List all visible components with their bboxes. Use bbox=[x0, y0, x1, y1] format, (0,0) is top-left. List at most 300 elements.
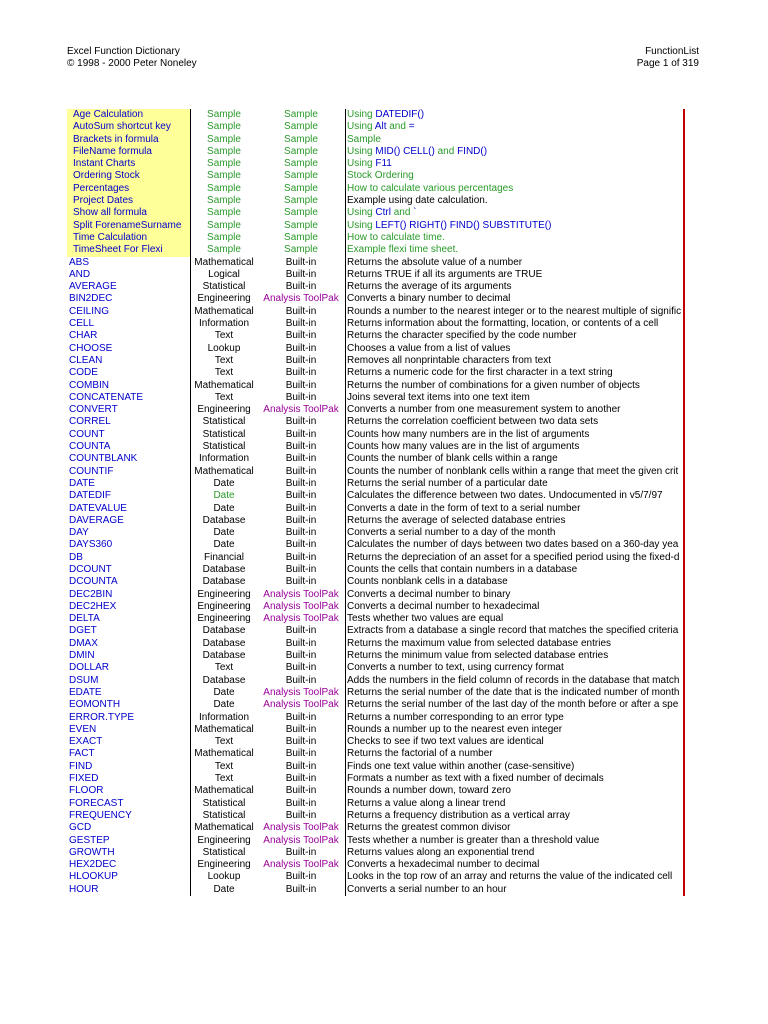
category-cell: Logical bbox=[208, 268, 240, 280]
category-cell: Mathematical bbox=[194, 465, 254, 477]
description-cell bbox=[346, 306, 685, 318]
category-cell: Text bbox=[214, 367, 234, 379]
source-cell: Analysis ToolPak bbox=[257, 404, 346, 416]
function-table bbox=[67, 109, 684, 896]
table-row bbox=[67, 257, 684, 269]
function-name-cell[interactable]: DMIN bbox=[67, 650, 191, 662]
function-name-cell[interactable]: Age Calculation bbox=[67, 109, 191, 121]
description-cell bbox=[346, 244, 685, 256]
category-cell: Database bbox=[202, 674, 246, 686]
table-row bbox=[67, 712, 684, 724]
table-row bbox=[67, 773, 684, 785]
description-text: Counts the number of nonblank cells within a range that meet the given crit bbox=[347, 465, 679, 477]
table-row bbox=[67, 330, 684, 342]
function-name-cell[interactable]: FREQUENCY bbox=[67, 810, 191, 822]
description-text: Ctrl bbox=[375, 207, 391, 219]
category-cell: Sample bbox=[207, 158, 241, 170]
category-cell: Database bbox=[202, 514, 246, 526]
description-text: Joins several text items into one text item bbox=[347, 391, 530, 403]
source-cell: Built-in bbox=[257, 539, 346, 551]
function-name-cell[interactable]: CODE bbox=[67, 367, 191, 379]
category-cell: Sample bbox=[207, 182, 241, 194]
description-text: Returns the character specified by the code number bbox=[347, 330, 577, 342]
category-cell: Statistical bbox=[202, 428, 246, 440]
source-cell: Sample bbox=[257, 207, 346, 219]
table-row bbox=[67, 810, 684, 822]
function-name-cell[interactable]: Project Dates bbox=[67, 195, 191, 207]
description-cell bbox=[346, 392, 685, 404]
description-text: Tests whether a number is greater than a threshold value bbox=[347, 834, 600, 846]
category-cell: Date bbox=[213, 539, 235, 551]
category-cell: Database bbox=[202, 650, 246, 662]
function-name-cell[interactable]: DEC2BIN bbox=[67, 589, 191, 601]
category-cell: Database bbox=[202, 576, 246, 588]
description-cell bbox=[346, 134, 685, 146]
source-cell: Sample bbox=[257, 109, 346, 121]
function-name-cell[interactable]: AutoSum shortcut key bbox=[67, 121, 191, 133]
source-cell: Analysis ToolPak bbox=[257, 699, 346, 711]
function-name-cell[interactable]: COUNTBLANK bbox=[67, 453, 191, 465]
description-cell bbox=[346, 884, 685, 896]
function-name-cell[interactable]: COUNTA bbox=[67, 441, 191, 453]
description-cell bbox=[346, 835, 685, 847]
function-name-cell[interactable]: CLEAN bbox=[67, 355, 191, 367]
source-cell: Built-in bbox=[257, 355, 346, 367]
function-name-cell[interactable]: Ordering Stock bbox=[67, 170, 191, 182]
description-cell bbox=[346, 589, 685, 601]
description-cell bbox=[346, 515, 685, 527]
description-text: Rounds a number up to the nearest even integer bbox=[347, 723, 563, 735]
function-name-cell[interactable]: AND bbox=[67, 269, 191, 281]
description-cell bbox=[346, 109, 685, 121]
description-text: Returns information about the formatting, location, or contents of a cell bbox=[347, 318, 659, 330]
description-cell bbox=[346, 675, 685, 687]
category-cell: Text bbox=[214, 736, 234, 748]
table-row bbox=[67, 785, 684, 797]
description-text: Converts a decimal number to hexadecimal bbox=[347, 600, 540, 612]
category-cell: Sample bbox=[207, 231, 241, 243]
description-text: Returns the factorial of a number bbox=[347, 748, 493, 760]
source-cell: Built-in bbox=[257, 847, 346, 859]
category-cell: Sample bbox=[207, 121, 241, 133]
function-name-cell[interactable]: DCOUNT bbox=[67, 564, 191, 576]
source-cell: Built-in bbox=[257, 367, 346, 379]
category-cell: Sample bbox=[207, 244, 241, 256]
category-cell: Financial bbox=[203, 551, 245, 563]
function-name-cell[interactable]: CHAR bbox=[67, 330, 191, 342]
table-row bbox=[67, 564, 684, 576]
source-cell: Built-in bbox=[257, 453, 346, 465]
source-cell: Sample bbox=[257, 232, 346, 244]
source-cell: Built-in bbox=[257, 503, 346, 515]
table-row bbox=[67, 429, 684, 441]
table-row bbox=[67, 822, 684, 834]
function-name-cell[interactable]: AVERAGE bbox=[67, 281, 191, 293]
table-row bbox=[67, 835, 684, 847]
description-text: Returns a numeric code for the first character in a text string bbox=[347, 367, 613, 379]
category-cell: Sample bbox=[207, 195, 241, 207]
table-row bbox=[67, 613, 684, 625]
function-name-cell[interactable]: GROWTH bbox=[67, 847, 191, 859]
table-row bbox=[67, 343, 684, 355]
category-cell: Mathematical bbox=[194, 822, 254, 834]
description-cell bbox=[346, 380, 685, 392]
description-cell bbox=[346, 761, 685, 773]
description-cell bbox=[346, 281, 685, 293]
table-row bbox=[67, 367, 684, 379]
description-text: Example flexi time sheet. bbox=[347, 244, 459, 256]
description-cell bbox=[346, 736, 685, 748]
table-row bbox=[67, 183, 684, 195]
table-row bbox=[67, 871, 684, 883]
description-text: = bbox=[408, 121, 415, 133]
function-name-cell[interactable]: HOUR bbox=[67, 884, 191, 896]
source-cell: Analysis ToolPak bbox=[257, 687, 346, 699]
function-name-cell[interactable]: Percentages bbox=[67, 183, 191, 195]
source-cell: Built-in bbox=[257, 515, 346, 527]
description-text: Tests whether two values are equal bbox=[347, 613, 504, 625]
description-text: Returns the average of its arguments bbox=[347, 281, 512, 293]
table-row bbox=[67, 109, 684, 121]
description-text: Returns the serial number of the last day of the month before or after a spe bbox=[347, 699, 679, 711]
function-name-cell[interactable]: DGET bbox=[67, 625, 191, 637]
function-name-cell[interactable]: COUNT bbox=[67, 429, 191, 441]
table-row bbox=[67, 724, 684, 736]
category-cell: Date bbox=[213, 490, 235, 502]
table-row bbox=[67, 625, 684, 637]
category-cell: Information bbox=[198, 453, 250, 465]
description-cell bbox=[346, 650, 685, 662]
function-name-cell[interactable]: DATEVALUE bbox=[67, 503, 191, 515]
description-text: Using bbox=[347, 219, 376, 231]
function-name-cell[interactable]: CONVERT bbox=[67, 404, 191, 416]
description-text: Converts a binary number to decimal bbox=[347, 293, 511, 305]
source-cell: Analysis ToolPak bbox=[257, 835, 346, 847]
description-text: Returns the correlation coefficient between two data sets bbox=[347, 416, 599, 428]
source-cell: Built-in bbox=[257, 650, 346, 662]
description-text: Converts a decimal number to binary bbox=[347, 588, 511, 600]
category-cell: Engineering bbox=[197, 613, 251, 625]
description-cell bbox=[346, 822, 685, 834]
category-cell: Date bbox=[213, 502, 235, 514]
table-row bbox=[67, 699, 684, 711]
table-row bbox=[67, 318, 684, 330]
function-name-cell[interactable]: EXACT bbox=[67, 736, 191, 748]
table-row bbox=[67, 207, 684, 219]
description-text: Returns a value along a linear trend bbox=[347, 797, 506, 809]
function-name-cell[interactable]: DCOUNTA bbox=[67, 576, 191, 588]
function-name-cell[interactable]: DATE bbox=[67, 478, 191, 490]
description-text: Using bbox=[347, 121, 375, 133]
description-cell bbox=[346, 527, 685, 539]
description-text: Looks in the top row of an array and returns the value of the indicated cell bbox=[347, 871, 673, 883]
source-cell: Sample bbox=[257, 146, 346, 158]
function-name-cell[interactable]: DEC2HEX bbox=[67, 601, 191, 613]
table-row bbox=[67, 638, 684, 650]
description-cell bbox=[346, 355, 685, 367]
description-cell bbox=[346, 121, 685, 133]
description-cell bbox=[346, 490, 685, 502]
category-cell: Sample bbox=[207, 109, 241, 120]
table-row bbox=[67, 170, 684, 182]
description-cell bbox=[346, 601, 685, 613]
category-cell: Sample bbox=[207, 133, 241, 145]
description-text: ` bbox=[413, 207, 417, 219]
source-cell: Built-in bbox=[257, 798, 346, 810]
category-cell: Engineering bbox=[197, 859, 251, 871]
function-name-cell[interactable]: Time Calculation bbox=[67, 232, 191, 244]
description-text: Returns the maximum value from selected database entries bbox=[347, 637, 612, 649]
description-cell bbox=[346, 810, 685, 822]
function-name-cell[interactable]: GCD bbox=[67, 822, 191, 834]
function-name-cell[interactable]: CORREL bbox=[67, 416, 191, 428]
function-name-cell[interactable]: COUNTIF bbox=[67, 466, 191, 478]
category-cell: Statistical bbox=[202, 281, 246, 293]
description-text: Sample bbox=[347, 133, 381, 145]
source-cell: Built-in bbox=[257, 416, 346, 428]
table-row bbox=[67, 687, 684, 699]
function-name-cell[interactable]: DAYS360 bbox=[67, 539, 191, 551]
description-text: Returns a frequency distribution as a vertical array bbox=[347, 809, 570, 821]
table-row bbox=[67, 269, 684, 281]
description-text: Returns the serial number of a particular date bbox=[347, 477, 548, 489]
table-row bbox=[67, 847, 684, 859]
description-text: Removes all nonprintable characters from text bbox=[347, 354, 551, 366]
source-cell: Built-in bbox=[257, 638, 346, 650]
function-name-cell[interactable]: Instant Charts bbox=[67, 158, 191, 170]
description-text: How to calculate time. bbox=[347, 231, 445, 243]
description-cell bbox=[346, 330, 685, 342]
table-row bbox=[67, 121, 684, 133]
source-cell: Sample bbox=[257, 195, 346, 207]
description-text: Counts the number of blank cells within a range bbox=[347, 453, 558, 465]
description-text: Finds one text value within another (case-sensitive) bbox=[347, 760, 575, 772]
description-text: Rounds a number down, toward zero bbox=[347, 785, 511, 797]
source-cell: Built-in bbox=[257, 257, 346, 269]
description-text: Checks to see if two text values are identical bbox=[347, 736, 544, 748]
table-row bbox=[67, 675, 684, 687]
table-row bbox=[67, 404, 684, 416]
function-name-cell[interactable]: CHOOSE bbox=[67, 343, 191, 355]
source-cell: Built-in bbox=[257, 552, 346, 564]
function-name-cell[interactable]: DAVERAGE bbox=[67, 515, 191, 527]
table-row bbox=[67, 576, 684, 588]
category-cell: Engineering bbox=[197, 834, 251, 846]
function-name-cell[interactable]: FIND bbox=[67, 761, 191, 773]
description-text: Counts how many numbers are in the list of arguments bbox=[347, 428, 590, 440]
source-cell: Sample bbox=[257, 183, 346, 195]
function-name-cell[interactable]: FLOOR bbox=[67, 785, 191, 797]
source-cell: Built-in bbox=[257, 343, 346, 355]
function-name-cell[interactable]: DOLLAR bbox=[67, 662, 191, 674]
description-cell bbox=[346, 724, 685, 736]
description-text: Returns the absolute value of a number bbox=[347, 256, 523, 268]
table-row bbox=[67, 441, 684, 453]
table-row bbox=[67, 589, 684, 601]
table-row bbox=[67, 884, 684, 896]
source-cell: Built-in bbox=[257, 748, 346, 760]
description-cell bbox=[346, 613, 685, 625]
category-cell: Statistical bbox=[202, 441, 246, 453]
description-text: Using bbox=[347, 207, 376, 219]
function-name-cell[interactable]: TimeSheet For Flexi bbox=[67, 244, 191, 256]
description-cell bbox=[346, 146, 685, 158]
description-cell bbox=[346, 318, 685, 330]
function-name-cell[interactable]: Brackets in formula bbox=[67, 134, 191, 146]
source-cell: Built-in bbox=[257, 306, 346, 318]
category-cell: Date bbox=[213, 883, 235, 895]
category-cell: Mathematical bbox=[194, 748, 254, 760]
table-row bbox=[67, 859, 684, 871]
category-cell: Date bbox=[213, 527, 235, 539]
table-row bbox=[67, 761, 684, 773]
function-name-cell[interactable]: DAY bbox=[67, 527, 191, 539]
function-name-cell[interactable]: DB bbox=[67, 552, 191, 564]
table-row bbox=[67, 195, 684, 207]
description-text: Converts a number from one measurement system to another bbox=[347, 404, 621, 416]
function-name-cell[interactable]: FACT bbox=[67, 748, 191, 760]
function-name-cell[interactable]: GESTEP bbox=[67, 835, 191, 847]
table-row bbox=[67, 146, 684, 158]
description-cell bbox=[346, 158, 685, 170]
category-cell: Lookup bbox=[207, 871, 241, 883]
table-row bbox=[67, 220, 684, 232]
description-text: Converts a hexadecimal number to decimal bbox=[347, 859, 540, 871]
document-header-right bbox=[637, 46, 699, 70]
description-text: Chooses a value from a list of values bbox=[347, 342, 511, 354]
table-row bbox=[67, 490, 684, 502]
description-cell bbox=[346, 207, 685, 219]
category-cell: Mathematical bbox=[194, 305, 254, 317]
category-cell: Information bbox=[198, 318, 250, 330]
table-row bbox=[67, 798, 684, 810]
table-row bbox=[67, 527, 684, 539]
source-cell: Built-in bbox=[257, 884, 346, 896]
table-row bbox=[67, 662, 684, 674]
function-name-cell[interactable]: Show all formula bbox=[67, 207, 191, 219]
table-row bbox=[67, 515, 684, 527]
table-row bbox=[67, 552, 684, 564]
description-cell bbox=[346, 257, 685, 269]
category-cell: Date bbox=[213, 686, 235, 698]
table-row bbox=[67, 355, 684, 367]
function-name-cell[interactable]: HLOOKUP bbox=[67, 871, 191, 883]
function-name-cell[interactable]: DATEDIF bbox=[67, 490, 191, 502]
description-text: Alt bbox=[374, 121, 387, 133]
description-text: Calculates the difference between two dates. Undocumented in v5/7/97 bbox=[347, 490, 663, 502]
table-row bbox=[67, 380, 684, 392]
copyright-line: © 1998 - 2000 Peter Noneley bbox=[67, 58, 197, 69]
function-name-cell[interactable]: Split ForenameSurname bbox=[67, 220, 191, 232]
description-cell bbox=[346, 699, 685, 711]
table-row bbox=[67, 748, 684, 760]
table-row bbox=[67, 503, 684, 515]
function-name-cell[interactable]: COMBIN bbox=[67, 380, 191, 392]
category-cell: Mathematical bbox=[194, 256, 254, 268]
source-cell: Built-in bbox=[257, 380, 346, 392]
function-name-cell[interactable]: FileName formula bbox=[67, 146, 191, 158]
source-cell: Built-in bbox=[257, 785, 346, 797]
function-name-cell[interactable]: DMAX bbox=[67, 638, 191, 650]
source-cell: Built-in bbox=[257, 625, 346, 637]
category-cell: Sample bbox=[207, 170, 241, 182]
description-cell bbox=[346, 429, 685, 441]
table-row bbox=[67, 244, 684, 256]
description-text: Counts the cells that contain numbers in a database bbox=[347, 563, 578, 575]
description-text: Returns the minimum value from selected database entries bbox=[347, 650, 609, 662]
description-text: How to calculate various percentages bbox=[347, 182, 514, 194]
category-cell: Database bbox=[202, 637, 246, 649]
source-cell: Built-in bbox=[257, 429, 346, 441]
category-cell: Text bbox=[214, 773, 234, 785]
category-cell: Engineering bbox=[197, 600, 251, 612]
category-cell: Engineering bbox=[197, 293, 251, 305]
description-cell bbox=[346, 453, 685, 465]
table-row bbox=[67, 158, 684, 170]
function-name-cell[interactable]: DSUM bbox=[67, 675, 191, 687]
description-text: and bbox=[386, 121, 409, 133]
description-text: Formats a number as text with a fixed number of decimals bbox=[347, 773, 604, 785]
source-cell: Analysis ToolPak bbox=[257, 613, 346, 625]
source-cell: Built-in bbox=[257, 675, 346, 687]
table-row bbox=[67, 232, 684, 244]
function-name-cell[interactable]: CEILING bbox=[67, 306, 191, 318]
category-cell: Mathematical bbox=[194, 785, 254, 797]
document-header-left bbox=[67, 46, 197, 70]
page-number: Page 1 of 319 bbox=[636, 58, 699, 69]
table-row bbox=[67, 650, 684, 662]
description-text: F11 bbox=[375, 158, 392, 170]
function-name-cell[interactable]: CONCATENATE bbox=[67, 392, 191, 404]
source-cell: Built-in bbox=[257, 761, 346, 773]
function-name-cell[interactable]: DELTA bbox=[67, 613, 191, 625]
description-text: FIND() bbox=[457, 145, 488, 157]
description-cell bbox=[346, 638, 685, 650]
table-row bbox=[67, 416, 684, 428]
description-cell bbox=[346, 552, 685, 564]
description-cell bbox=[346, 466, 685, 478]
function-name-cell[interactable]: CELL bbox=[67, 318, 191, 330]
description-cell bbox=[346, 576, 685, 588]
source-cell: Built-in bbox=[257, 712, 346, 724]
function-name-cell[interactable]: EDATE bbox=[67, 687, 191, 699]
description-cell bbox=[346, 441, 685, 453]
description-cell bbox=[346, 404, 685, 416]
table-row bbox=[67, 478, 684, 490]
source-cell: Built-in bbox=[257, 441, 346, 453]
category-cell: Date bbox=[213, 699, 235, 711]
description-cell bbox=[346, 625, 685, 637]
description-cell bbox=[346, 871, 685, 883]
source-cell: Built-in bbox=[257, 466, 346, 478]
description-cell bbox=[346, 232, 685, 244]
function-name-cell[interactable]: BIN2DEC bbox=[67, 293, 191, 305]
function-name-cell[interactable]: EVEN bbox=[67, 724, 191, 736]
function-name-cell[interactable]: FIXED bbox=[67, 773, 191, 785]
function-name-cell[interactable]: ABS bbox=[67, 257, 191, 269]
description-text: Rounds a number to the nearest integer or to the nearest multiple of signific bbox=[347, 305, 682, 317]
category-cell: Mathematical bbox=[194, 379, 254, 391]
description-cell bbox=[346, 416, 685, 428]
description-text: DATEDIF() bbox=[375, 109, 425, 120]
table-row bbox=[67, 306, 684, 318]
function-name-cell[interactable]: ERROR.TYPE bbox=[67, 712, 191, 724]
function-name-cell[interactable]: FORECAST bbox=[67, 798, 191, 810]
table-row bbox=[67, 466, 684, 478]
function-name-cell[interactable]: EOMONTH bbox=[67, 699, 191, 711]
function-name-cell[interactable]: HEX2DEC bbox=[67, 859, 191, 871]
source-cell: Analysis ToolPak bbox=[257, 822, 346, 834]
